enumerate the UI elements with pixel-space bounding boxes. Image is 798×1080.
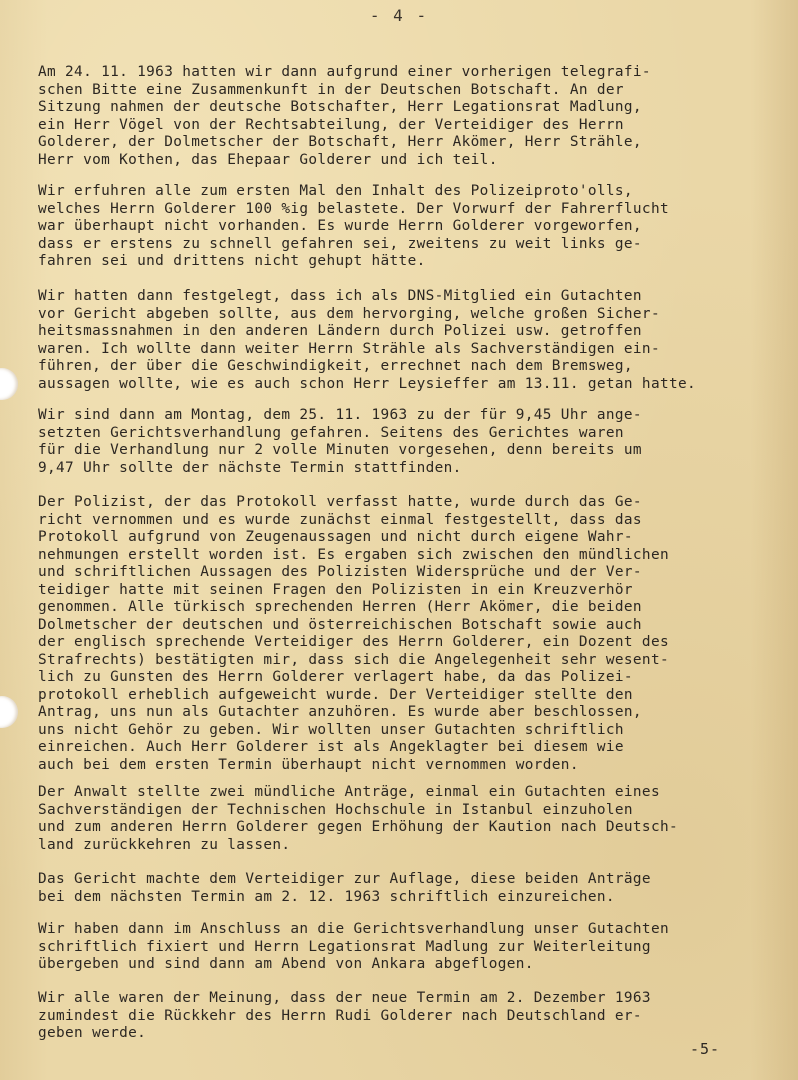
page-number-header: - 4 - — [369, 6, 429, 25]
text-line: Wir alle waren der Meinung, dass der neue Termin am 2. Dezember 1963 — [38, 990, 651, 1006]
text-line: teidiger hatte mit seinen Fragen den Polizisten in ein Kreuzverhör — [38, 581, 633, 598]
text-line: war überhaupt nicht vorhanden. Es wurde Herrn Golderer vorgeworfen, — [38, 218, 642, 234]
text-line: uns nicht Gehör zu geben. Wir wollten unser Gutachten schriftlich — [38, 721, 624, 738]
text-line: Dolmetscher der deutschen und österreichischen Botschaft sowie auch — [38, 616, 642, 633]
text-line: Antrag, uns nun als Gutachter anzuhören. Es wurde aber beschlossen, — [38, 704, 642, 720]
text-line: Protokoll aufgrund von Zeugenaussagen und nicht durch eigene Wahr- — [38, 529, 633, 545]
text-line: Wir hatten dann festgelegt, dass ich als DNS-Mitglied ein Gutachten — [38, 288, 642, 304]
text-line: aussagen wollte, wie es auch schon Herr Leysieffer am 13.11. getan hatte. — [38, 375, 697, 392]
text-line: lich zu Gunsten des Herrn Golderer verlagert habe, da das Polizei- — [38, 669, 633, 685]
text-line: setzten Gerichtsverhandlung gefahren. Seitens des Gerichtes waren — [38, 424, 624, 441]
paragraph-court-requirement — [38, 871, 794, 906]
text-line: schen Bitte eine Zusammenkunft in der Deutschen Botschaft. An der — [38, 81, 624, 98]
text-line: genommen. Alle türkisch sprechenden Herren (Herr Akömer, die beiden — [38, 599, 642, 615]
text-line: heitsmassnahmen in den anderen Ländern durch Polizei usw. getroffen — [38, 323, 642, 339]
text-line: schriftlich fixiert und Herrn Legationsrat Madlung zur Weiterleitung — [38, 938, 651, 955]
text-line: Golderer, der Dolmetscher der Botschaft, Herr Akömer, Herr Strähle, — [38, 134, 642, 150]
text-line: richt vernommen und es wurde zunächst einmal festgestellt, dass das — [38, 511, 642, 528]
paragraph-written-opinion — [38, 921, 794, 974]
text-line: zumindest die Rückkehr des Herrn Rudi Golderer nach Deutschland er- — [38, 1007, 642, 1024]
text-line: auch bei dem ersten Termin überhaupt nicht vernommen worden. — [38, 756, 579, 773]
text-line: fahren sei und drittens nicht gehupt hätte. — [38, 253, 426, 269]
text-line: Strafrechts) bestätigten mir, dass sich die Angelegenheit sehr wesent- — [38, 651, 669, 668]
text-line: Wir haben dann im Anschluss an die Gerichtsverhandlung unser Gutachten — [38, 921, 669, 937]
text-line: bei dem nächsten Termin am 2. 12. 1963 schriftlich einzureichen. — [38, 888, 615, 905]
text-line: Wir sind dann am Montag, dem 25. 11. 1963 zu der für 9,45 Uhr ange- — [38, 407, 642, 423]
text-line: Sachverständigen der Technischen Hochschule in Istanbul einzuholen — [38, 801, 633, 818]
text-line: protokoll erheblich aufgeweicht wurde. Der Verteidiger stellte den — [38, 686, 633, 703]
text-line: ein Herr Vögel von der Rechtsabteilung, der Verteidiger des Herrn — [38, 116, 624, 133]
text-line: Am 24. 11. 1963 hatten wir dann aufgrund einer vorherigen telegrafi- — [38, 64, 651, 80]
text-line: nehmungen erstellt worden ist. Es ergaben sich zwischen den mündlichen — [38, 546, 669, 563]
paragraph-police-testimony — [38, 494, 794, 774]
text-line: waren. Ich wollte dann weiter Herrn Strähle als Sachverständigen ein- — [38, 340, 660, 357]
paragraph-expectation — [38, 990, 794, 1043]
paragraph-lawyer-motions — [38, 784, 794, 854]
text-line: einreichen. Auch Herr Golderer ist als Angeklagter bei diesem wie — [38, 739, 624, 755]
punch-hole-lower — [0, 696, 18, 728]
paragraph-embassy-meeting — [38, 64, 794, 169]
next-page-marker: -5- — [690, 1040, 721, 1058]
text-line: vor Gericht abgeben sollte, aus dem hervorging, welche großen Sicher- — [38, 305, 660, 322]
text-line: Der Polizist, der das Protokoll verfasst hatte, wurde durch das Ge- — [38, 494, 642, 510]
text-line: führen, der über die Geschwindigkeit, errechnet nach dem Bremsweg, — [38, 358, 633, 374]
text-line: land zurückkehren zu lassen. — [38, 836, 291, 853]
paragraph-court-hearing — [38, 407, 794, 477]
text-line: welches Herrn Golderer 100 %ig belastete. Der Vorwurf der Fahrerflucht — [38, 200, 669, 217]
punch-hole-upper — [0, 368, 18, 400]
text-line: und schriftlichen Aussagen des Polizisten Widersprüche und der Ver- — [38, 564, 642, 580]
paragraph-police-protocol — [38, 183, 794, 271]
text-line: geben werde. — [38, 1025, 147, 1041]
text-line: übergeben und sind dann am Abend von Ankara abgeflogen. — [38, 956, 534, 972]
text-line: für die Verhandlung nur 2 volle Minuten vorgesehen, denn bereits um — [38, 442, 642, 458]
text-line: Sitzung nahmen der deutsche Botschafter, Herr Legationsrat Madlung, — [38, 99, 642, 115]
text-line: dass er erstens zu schnell gefahren sei, zweitens zu weit links ge- — [38, 235, 642, 252]
text-line: Herr vom Kothen, das Ehepaar Golderer und ich teil. — [38, 151, 498, 168]
paragraph-expert-opinion-plan — [38, 288, 794, 393]
text-line: Das Gericht machte dem Verteidiger zur Auflage, diese beiden Anträge — [38, 871, 651, 887]
text-line: Der Anwalt stellte zwei mündliche Anträge, einmal ein Gutachten eines — [38, 784, 660, 800]
text-line: und zum anderen Herrn Golderer gegen Erhöhung der Kaution nach Deutsch- — [38, 819, 678, 835]
text-line: Wir erfuhren alle zum ersten Mal den Inhalt des Polizeiproto'olls, — [38, 183, 633, 199]
text-line: der englisch sprechende Verteidiger des Herrn Golderer, ein Dozent des — [38, 634, 669, 650]
text-line: 9,47 Uhr sollte der nächste Termin stattfinden. — [38, 459, 462, 476]
